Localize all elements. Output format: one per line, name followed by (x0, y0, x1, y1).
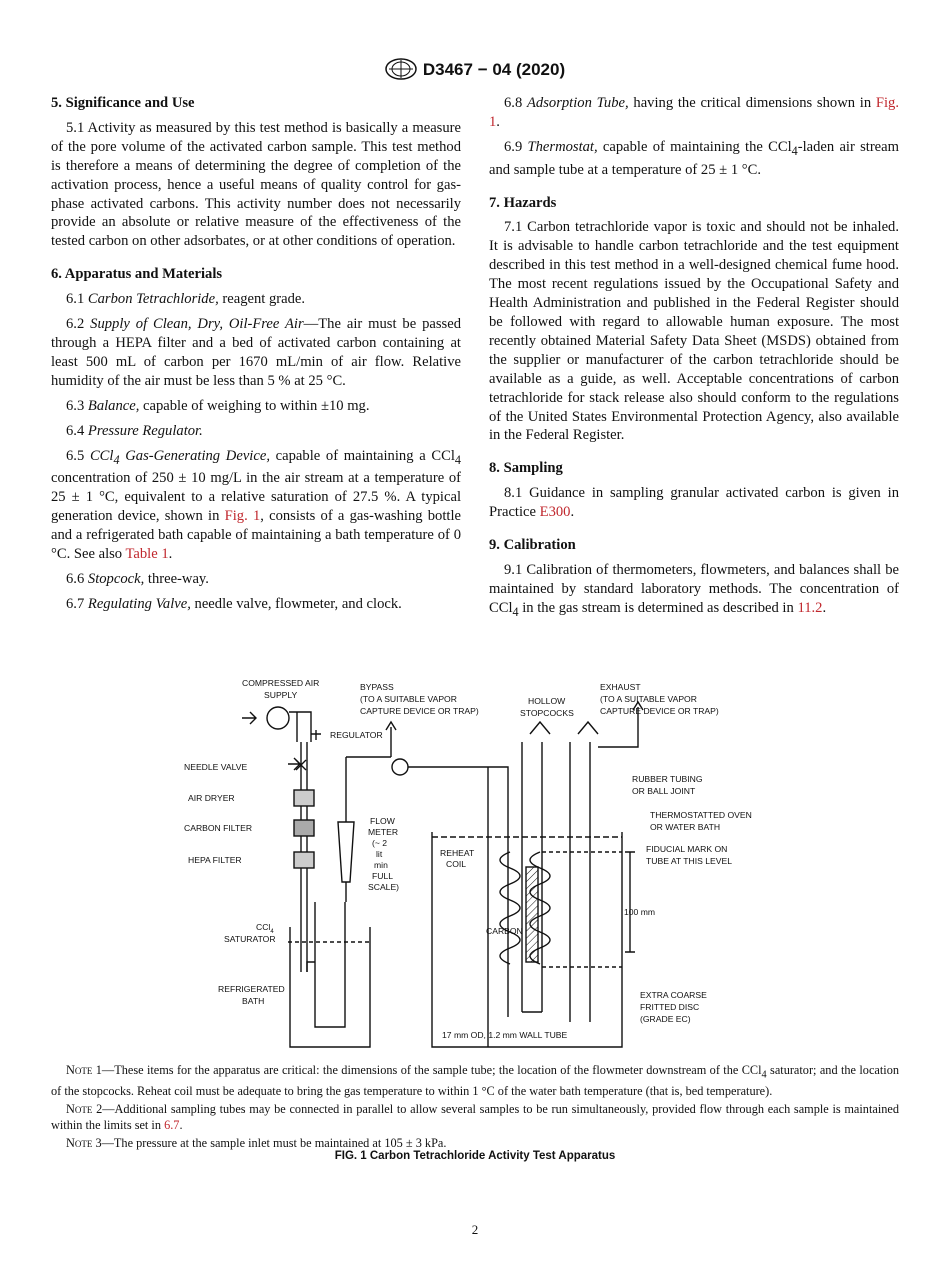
paragraph: 6.5 CCl$_4$ Gas-Generating Device, capable of maintaining a CCl$_4$ concentration of 250 ± 10 mg/L in the air stream at a temperature of 25 ± 1 °C, equivalent to a relative saturation of 27.5 %. A typical generation device, shown in Fig. 1, consists of a gas-washing bottle and a refrigerated bath capable of maintaining a bath temperature of 0 °C. See also Table 1. (51, 447, 461, 562)
paragraph: 5.1 Activity as measured by this test method is basically a measure of the pore volume of the activated carbon sample. This test method is therefore a means of determining the degree of completion of the activation process, hence a useful means of quality control for gas-phase activated carbons. This activity number does not necessarily provide an absolute or relative measure of the effectiveness of the tested carbon on other adsorbates, or at other conditions of operation. (51, 119, 461, 250)
svg-text:(~ 2: (~ 2 (372, 838, 388, 848)
page-header (0, 58, 950, 80)
svg-text:STOPCOCKS: STOPCOCKS (520, 708, 574, 718)
note-3: Note 3—The pressure at the sample inlet must be maintained at 105 ± 3 kPa. (66, 1136, 447, 1151)
paragraph: 6.1 Carbon Tetrachloride, reagent grade. (66, 291, 306, 308)
section-heading: 6. Apparatus and Materials (51, 266, 223, 283)
section-6-7-link[interactable]: 6.7 (164, 1118, 180, 1133)
svg-text:OR WATER BATH: OR WATER BATH (650, 822, 721, 832)
paragraph: 9.1 Calibration of thermometers, flowmeters, and balances shall be maintained by standard laboratory methods. The concentration of CCl$_4$ in the gas stream is determined as described in 11.2. (489, 561, 899, 619)
svg-text:FRITTED DISC: FRITTED DISC (640, 1002, 700, 1012)
svg-text:(GRADE EC): (GRADE EC) (640, 1014, 691, 1024)
svg-text:TUBE AT THIS LEVEL: TUBE AT THIS LEVEL (646, 856, 732, 866)
svg-text:FULL: FULL (372, 871, 394, 881)
label-thermostatted-oven: THERMOSTATTED OVEN (650, 810, 752, 820)
label-tube-od: 17 mm OD, 1.2 mm WALL TUBE (442, 1030, 568, 1040)
svg-text:CAPTURE DEVICE OR TRAP): CAPTURE DEVICE OR TRAP) (360, 706, 479, 716)
section-heading: 8. Sampling (489, 460, 563, 477)
apparatus-diagram (170, 672, 780, 1062)
svg-text:lit: lit (376, 849, 383, 859)
svg-text:min: min (374, 860, 388, 870)
paragraph: 6.9 Thermostat, capable of maintaining the CCl$_4$-laden air stream and sample tube at a temperature of 25 ± 1 °C. (489, 138, 899, 178)
svg-text:SUPPLY: SUPPLY (264, 690, 298, 700)
right-column (489, 94, 899, 628)
label-bypass: BYPASS (360, 682, 394, 692)
label-hepa-filter: HEPA FILTER (188, 855, 242, 865)
left-column (51, 94, 461, 620)
label-fiducial-mark: FIDUCIAL MARK ON (646, 844, 728, 854)
figure-caption: FIG. 1 Carbon Tetrachloride Activity Test Apparatus (334, 1150, 616, 1162)
designation: D3467 − 04 (2020) (422, 60, 566, 79)
note-1: Note 1—These items for the apparatus are critical: the dimensions of the sample tube; the location of the flowmeter downstream of the CCl$_4$ saturator; and the location of the stopcocks. Reheat coil must be adequate to bring the gas temperature to within 1 °C of the water bath temperature (that is, bed temperature). (51, 1063, 899, 1099)
page-number: 2 (471, 1222, 479, 1237)
label-needle-valve: NEEDLE VALVE (184, 762, 248, 772)
svg-text:OR BALL JOINT: OR BALL JOINT (632, 786, 696, 796)
section-heading: 5. Significance and Use (51, 95, 195, 111)
svg-text:SCALE): SCALE) (368, 882, 400, 892)
svg-text:SATURATOR: SATURATOR (224, 934, 276, 944)
label-reheat-coil: REHEAT (440, 848, 475, 858)
label-100mm: 100 mm (624, 907, 656, 917)
section-11-2-link[interactable]: 11.2 (797, 599, 823, 616)
paragraph: 6.6 Stopcock, three-way. (66, 570, 209, 587)
paragraph: 6.8 Adsorption Tube, having the critical dimensions shown in Fig. 1. (489, 95, 899, 130)
label-air-dryer: AIR DRYER (188, 793, 235, 803)
svg-text:CAPTURE DEVICE OR TRAP): CAPTURE DEVICE OR TRAP) (600, 706, 719, 716)
label-fritted-disc: EXTRA COARSE (640, 990, 707, 1000)
section-heading: 7. Hazards (489, 194, 557, 211)
label-refrigerated-bath: REFRIGERATED (218, 984, 285, 994)
svg-text:COIL: COIL (446, 859, 467, 869)
svg-text:BATH: BATH (242, 996, 265, 1006)
svg-text:METER: METER (368, 827, 399, 837)
fig1-link[interactable]: Fig. 1 (489, 95, 899, 130)
label-flow-meter: FLOW (370, 816, 395, 826)
label-compressed-air: COMPRESSED AIR (242, 678, 320, 688)
fig1-link[interactable]: Fig. 1 (224, 508, 261, 525)
paragraph: 6.2 Supply of Clean, Dry, Oil-Free Air—The air must be passed through a HEPA filter and a bed of activated carbon containing at least 500 mL of carbon per 1670 mL/min of air flow. Relative humidity of the air must be less than 5 % at 25 °C. (51, 316, 461, 389)
paragraph: 7.1 Carbon tetrachloride vapor is toxic and should not be inhaled. It is advisable to handle carbon tetrachloride and the test equipment described in this test method in a well-designed chemical fume hood. The most recent regulations issued by the Occupational Safety and Health Administration and published in the Federal Register should be followed with regard to allowable human exposure. The most recently obtained Material Safety Data Sheet (MSDS) obtained from the supplier or manufacturer of the carbon tetrachloride should be available as a guide, as well. Acceptable concentrations of carbon tetrachloride for stack release also should conform to the regulations of the United States Environmental Protection Agency, also available in the Federal Register. (489, 219, 899, 444)
e300-link[interactable]: E300 (539, 504, 571, 521)
label-carbon-filter: CARBON FILTER (184, 823, 253, 833)
paragraph: 6.7 Regulating Valve, needle valve, flowmeter, and clock. (66, 595, 402, 612)
paragraph: 8.1 Guidance in sampling granular activated carbon is given in Practice E300. (489, 485, 899, 521)
svg-text:(TO A SUITABLE VAPOR: (TO A SUITABLE VAPOR (360, 694, 457, 704)
astm-logo-icon (385, 58, 417, 80)
label-carbon: CARBON (486, 926, 523, 936)
section-heading: 9. Calibration (489, 537, 576, 554)
note-2: Note 2—Additional sampling tubes may be connected in parallel to allow several samples to be run simultaneously, provided flow through each sample is maintained within the limits set in 6.7. (51, 1102, 899, 1133)
paragraph: 6.3 Balance, capable of weighing to within ±10 mg. (66, 397, 370, 414)
label-ccl4: CCl$_4$ (256, 922, 274, 935)
figure-notes (51, 1062, 899, 1153)
label-hollow-stopcocks: HOLLOW (528, 696, 566, 706)
svg-text:(TO A SUITABLE VAPOR: (TO A SUITABLE VAPOR (600, 694, 697, 704)
table1-link[interactable]: Table 1 (125, 545, 169, 562)
paragraph: 6.4 Pressure Regulator. (66, 422, 203, 439)
label-regulator: REGULATOR (330, 730, 383, 740)
label-exhaust: EXHAUST (600, 682, 641, 692)
label-rubber-tubing: RUBBER TUBING (632, 774, 703, 784)
